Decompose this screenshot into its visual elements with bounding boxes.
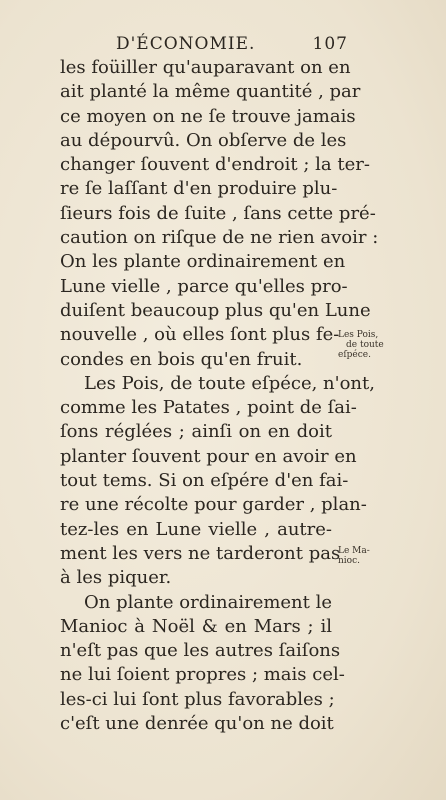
text-line: caution on riſque de ne rien avoir :: [60, 227, 379, 249]
margin-note-line: Le Ma-: [338, 546, 370, 556]
text-line: à les piquer.: [60, 567, 172, 589]
text-line: ce moyen on ne ſe trouve jamais: [60, 105, 356, 127]
text-line: nouvelle , où elles ſont plus fe-: [60, 324, 340, 346]
margin-note-line: eſpéce.: [338, 350, 371, 360]
text-line: tout tems. Si on eſpére d'en fai-: [60, 470, 349, 492]
running-title: D'ÉCONOMIE.: [116, 34, 256, 54]
margin-note-line: nioc.: [338, 556, 360, 566]
text-line: ment les vers ne tarderont pas: [60, 542, 341, 564]
text-line: ne lui ſoient propres ; mais cel-: [60, 664, 345, 686]
text-line: Les Pois, de toute eſpéce, n'ont,: [84, 372, 375, 394]
margin-note-manioc: [338, 546, 398, 566]
text-line: changer ſouvent d'endroit ; la ter-: [60, 154, 370, 176]
text-line: les foüiller qu'auparavant on en: [60, 57, 351, 78]
text-line: ſons réglées ; ainſi on en doit: [60, 421, 332, 443]
body-text: [60, 56, 379, 736]
margin-note-line: de toute: [346, 340, 384, 350]
page-number: 107: [312, 34, 348, 54]
text-line: ſieurs fois de ſuite , ſans cette pré-: [60, 202, 376, 224]
text-line: tez-les en Lune vielle , autre-: [60, 518, 332, 540]
text-line: duiſent beaucoup plus qu'en Lune: [60, 299, 371, 321]
text-line: condes en bois qu'en fruit.: [60, 348, 303, 370]
text-line: planter ſouvent pour en avoir en: [60, 445, 357, 467]
text-line: Manioc à Noël & en Mars ; il: [60, 615, 332, 637]
text-line: re une récolte pour garder , plan-: [60, 494, 367, 516]
margin-note-pois: [338, 330, 398, 360]
text-line: c'eſt une denrée qu'on ne doit: [60, 713, 334, 735]
text-line: au dépourvû. On obſerve de les: [60, 129, 347, 151]
text-line: ait planté la même quantité , par: [60, 81, 361, 103]
text-line: n'eſt pas que les autres ſaiſons: [60, 640, 341, 662]
text-line: re ſe laſſant d'en produire plu-: [60, 178, 338, 200]
text-line: comme les Patates , point de ſai-: [60, 397, 357, 419]
text-line: On les plante ordinairement en: [60, 251, 346, 273]
text-line: On plante ordinairement le: [84, 591, 333, 613]
text-line: les-ci lui ſont plus favorables ;: [60, 688, 335, 710]
text-line: Lune vielle , parce qu'elles pro-: [60, 275, 348, 297]
margin-note-line: Les Pois,: [338, 330, 379, 340]
